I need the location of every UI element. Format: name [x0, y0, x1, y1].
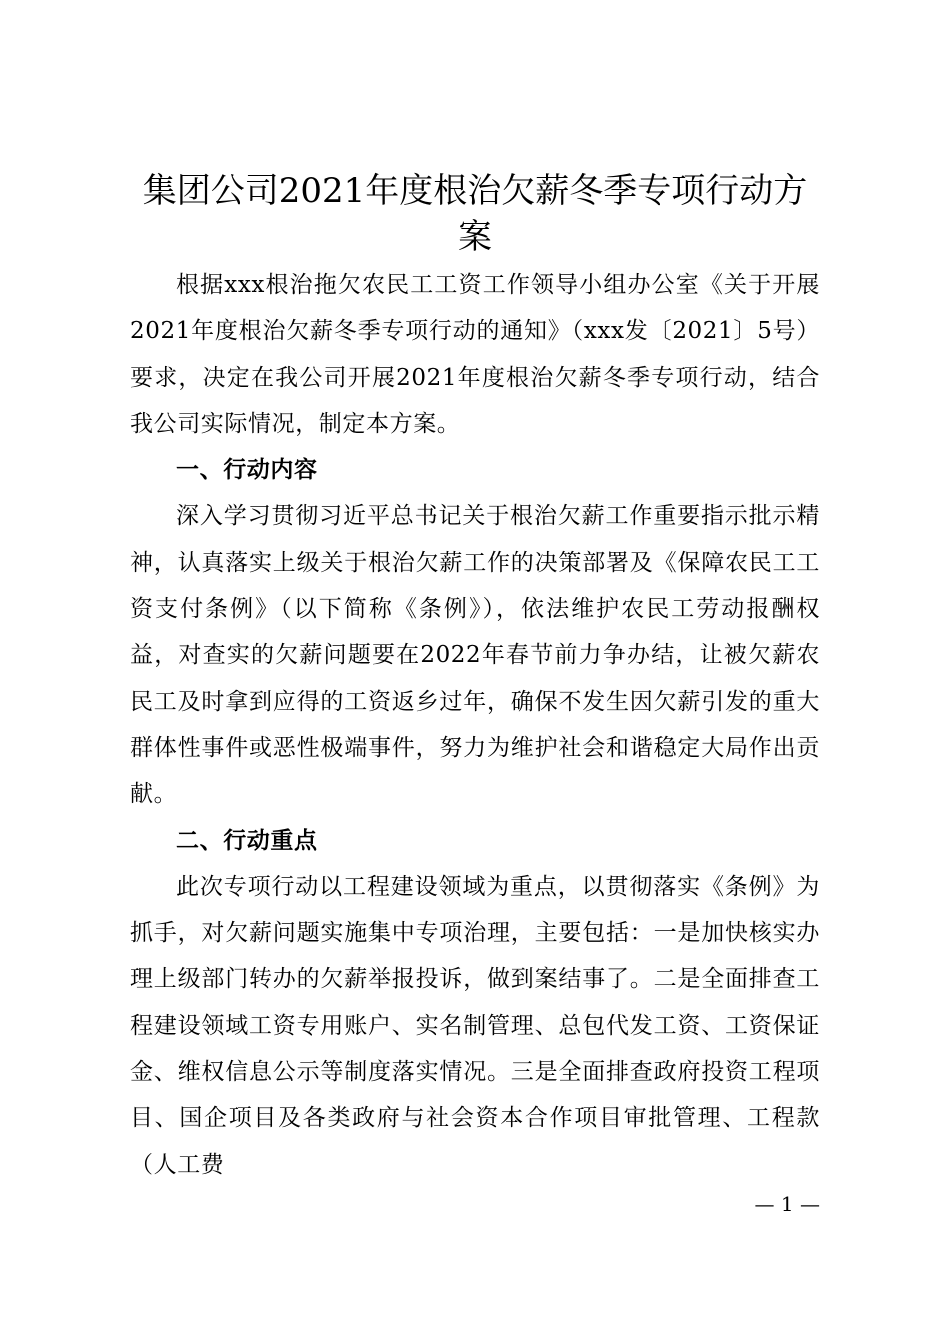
document-title: 集团公司2021年度根治欠薪冬季专项行动方案	[142, 171, 808, 257]
document-body	[130, 262, 820, 1188]
section-heading-action-focus: 二、行动重点	[176, 827, 318, 854]
intro-paragraph: 根据xxx根治拖欠农民工工资工作领导小组办公室《关于开展2021年度根治欠薪冬季专项行动的通知》（xxx发〔2021〕5号）要求，决定在我公司开展2021年度根治欠薪冬季专项行动，结合我公司实际情况，制定本方案。	[130, 272, 820, 437]
section-heading-action-content: 一、行动内容	[176, 457, 318, 484]
section-paragraph-action-content: 深入学习贯彻习近平总书记关于根治欠薪工作重要指示批示精神，认真落实上级关于根治欠薪工作的决策部署及《保障农民工工资支付条例》（以下简称《条例》），依法维护农民工劳动报酬权益，对查实的欠薪问题要在2022年春节前力争办结，让被欠薪农民工及时拿到应得的工资返乡过年，确保不发生因欠薪引发的重大群体性事件或恶性极端事件，努力为维护社会和谐稳定大局作出贡献。	[130, 503, 820, 808]
page-number: — 1 —	[754, 1192, 820, 1216]
section-paragraph-action-focus: 此次专项行动以工程建设领域为重点，以贯彻落实《条例》为抓手，对欠薪问题实施集中专项治理，主要包括：一是加快核实办理上级部门转办的欠薪举报投诉，做到案结事了。二是全面排查工程建设领域工资专用账户、实名制管理、总包代发工资、工资保证金、维权信息公示等制度落实情况。三是全面排查政府投资工程项目、国企项目及各类政府与社会资本合作项目审批管理、工程款（人工费	[130, 873, 820, 1178]
